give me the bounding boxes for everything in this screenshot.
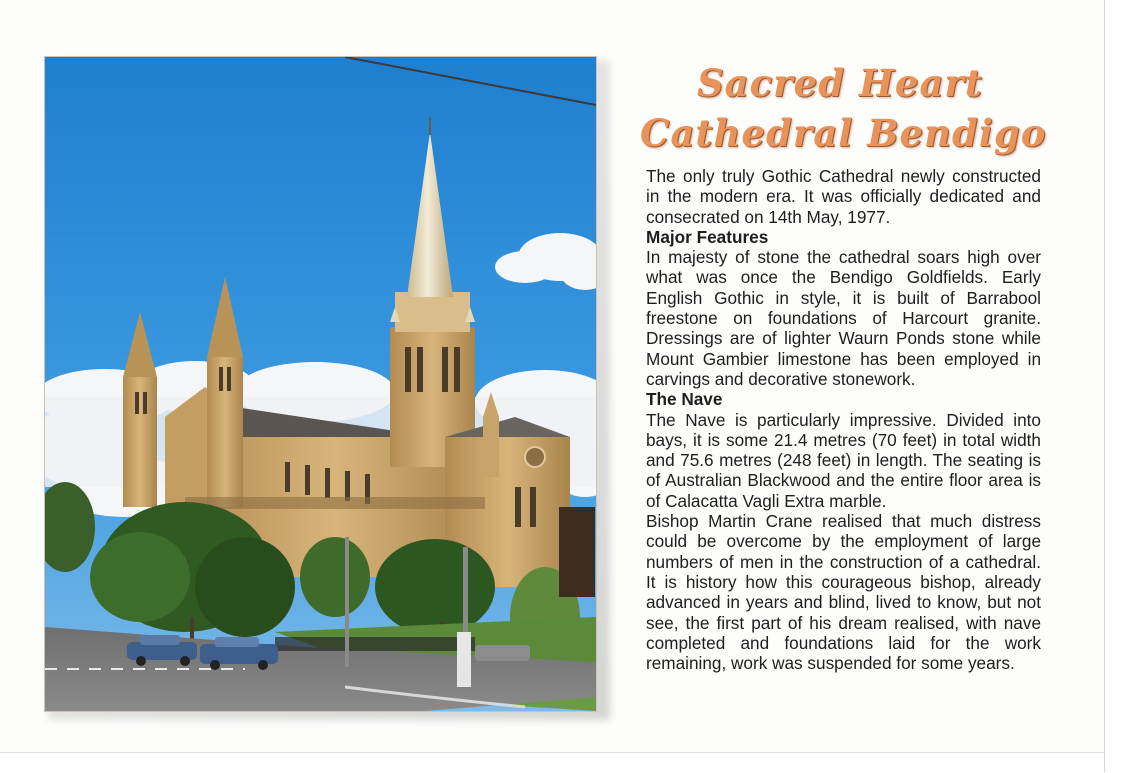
section-heading: The Nave: [646, 389, 723, 410]
page-title: [640, 58, 1047, 158]
cathedral-photo: [44, 56, 597, 712]
section-paragraph: In majesty of stone the cathedral soars high over what was once the Bendigo Goldfields. Early English Gothic in style, it is built of Barrabool freestone on foundations of Harcourt granite. Dressings are of lighter Waurn Ponds stone while Mount Gambier limestone has been employed in carvings and decorative stonework.: [646, 247, 1041, 389]
pole: [345, 537, 349, 667]
title-line-1: Sacred Heart: [696, 61, 984, 105]
intro-paragraph: The only truly Gothic Cathedral newly constructed in the modern era. It was officially dedicated and consecrated on 14th May, 1977.: [646, 166, 1041, 227]
section-paragraph: The Nave is particularly impressive. Divided into bays, it is some 21.4 metres (70 feet) in total width and 75.6 metres (248 feet) in length. The seating is of Australian Blackwood and the entire floor area is of Calacatta Vagli Extra marble.: [646, 409, 1041, 511]
section-paragraph: Bishop Martin Crane realised that much distress could be overcome by the employment of large numbers of men in the construction of a cathedral. It is history how this courageous bishop, already advanced in years and blind, lived to know, but not see, the first part of his dream realised, with nave completed and foundations laid for the work remaining, work was suspended for some years.: [646, 511, 1041, 674]
bus-stop-post: [457, 632, 471, 687]
section-heading: Major Features: [646, 226, 769, 247]
description-text: [646, 166, 1041, 673]
sign-board: [559, 507, 595, 597]
fence: [275, 637, 475, 651]
title-line-2: Cathedral Bendigo: [640, 111, 1047, 155]
card-edge: [1104, 0, 1130, 772]
card-edge-bottom: [0, 752, 1104, 773]
